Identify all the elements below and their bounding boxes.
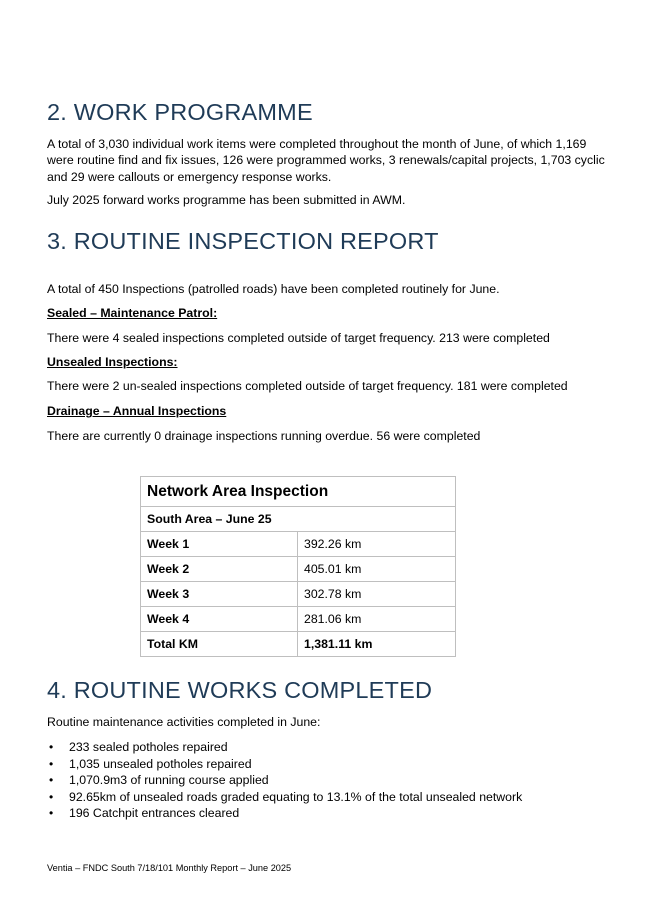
bullet-icon: •	[49, 756, 54, 771]
table-total-row	[141, 632, 456, 657]
bullet-icon: •	[49, 806, 54, 820]
row-value: 405.01 km	[298, 557, 456, 582]
list-item: • 233 sealed potholes repaired	[49, 740, 228, 754]
table-title: Network Area Inspection	[141, 477, 456, 507]
section-4-heading: 4. ROUTINE WORKS COMPLETED	[47, 677, 433, 703]
bullet-icon: •	[49, 789, 54, 804]
total-value: 1,381.11 km	[298, 632, 456, 657]
work-programme-summary: A total of 3,030 individual work items were completed throughout the month of June, of which 1,169 were routine find and fix issues, 126 were programmed works, 3 renewals/capital projects, 1,703 cyclic and 29 were callouts or emergency response works.	[47, 137, 605, 184]
routine-works-list	[47, 739, 522, 822]
list-item: • 1,070.9m3 of running course applied	[49, 773, 269, 787]
drainage-subheading: Drainage – Annual Inspections	[47, 404, 227, 418]
network-area-inspection-table	[140, 476, 456, 657]
list-item: • 196 Catchpit entrances cleared	[49, 806, 240, 820]
row-label: Week 4	[141, 607, 298, 632]
bullet-icon: •	[49, 773, 54, 787]
row-label: Week 2	[141, 557, 298, 582]
sealed-subheading: Sealed – Maintenance Patrol:	[47, 306, 218, 320]
row-value: 302.78 km	[298, 582, 456, 607]
page-footer: Ventia – FNDC South 7/18/101 Monthly Report – June 2025	[47, 863, 292, 873]
inspection-intro: A total of 450 Inspections (patrolled roads) have been completed routinely for June.	[47, 282, 500, 296]
bullet-icon: •	[49, 740, 54, 754]
sealed-text: There were 4 sealed inspections completed outside of target frequency. 213 were completed	[47, 331, 550, 345]
unsealed-text: There were 2 un-sealed inspections completed outside of target frequency. 181 were completed	[47, 379, 568, 393]
list-item: • 1,035 unsealed potholes repaired	[49, 756, 252, 771]
row-value: 392.26 km	[298, 532, 456, 557]
row-value: 281.06 km	[298, 607, 456, 632]
section-2-heading: 2. WORK PROGRAMME	[47, 99, 313, 125]
row-label: Week 3	[141, 582, 298, 607]
table-row	[141, 557, 456, 582]
row-label: Week 1	[141, 532, 298, 557]
table-row	[141, 582, 456, 607]
section-3-heading: 3. ROUTINE INSPECTION REPORT	[47, 228, 439, 254]
routine-works-intro: Routine maintenance activities completed in June:	[47, 715, 321, 729]
forward-works-note: July 2025 forward works programme has been submitted in AWM.	[47, 193, 406, 207]
list-item: • 92.65km of unsealed roads graded equating to 13.1% of the total unsealed network	[49, 789, 523, 804]
table-row	[141, 607, 456, 632]
table-row	[141, 532, 456, 557]
table-subheading: South Area – June 25	[141, 507, 456, 532]
drainage-text: There are currently 0 drainage inspections running overdue. 56 were completed	[47, 429, 481, 443]
total-label: Total KM	[141, 632, 298, 657]
unsealed-subheading: Unsealed Inspections:	[47, 355, 178, 369]
